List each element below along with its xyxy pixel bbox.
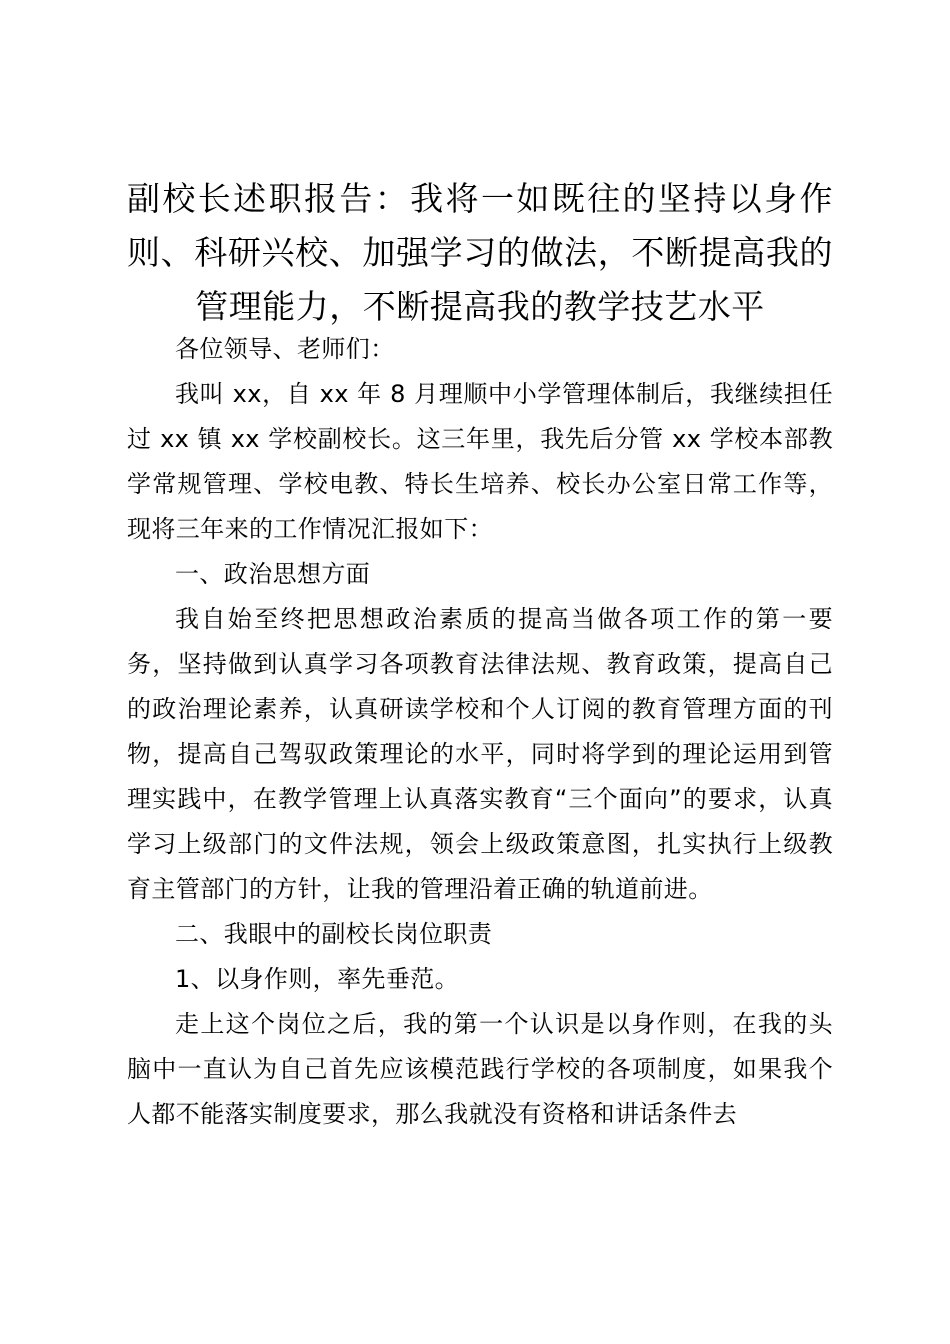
section-heading-political: 一、政治思想方面 [175, 560, 371, 588]
salutation: 各位领导、老师们： [175, 335, 395, 363]
intro-paragraph: 我叫 xx，自 xx 年 8 月理顺中小学管理体制后，我继续担任过 xx 镇 xx 学校副校长。这三年里，我先后分管 xx 学校本部教学常规管理、学校电教、特长生培养、校长办公室日常工作等，现将三年来的工作情况汇报如下： [127, 380, 833, 543]
document-body [127, 172, 833, 1137]
section-heading-duties: 二、我眼中的副校长岗位职责 [175, 920, 493, 948]
example-paragraph: 走上这个岗位之后，我的第一个认识是以身作则，在我的头脑中一直认为自己首先应该模范践行学校的各项制度，如果我个人都不能落实制度要求，那么我就没有资格和讲话条件去 [127, 1010, 833, 1128]
political-paragraph: 我自始至终把思想政治素质的提高当做各项工作的第一要务，坚持做到认真学习各项教育法律法规、教育政策，提高自己的政治理论素养，认真研读学校和个人订阅的教育管理方面的刊物，提高自己驾驭政策理论的水平，同时将学到的理论运用到管理实践中，在教学管理上认真落实教育“三个面向”的要求，认真学习上级部门的文件法规，领会上级政策意图，扎实执行上级教育主管部门的方针，让我的管理沿着正确的轨道前进。 [127, 605, 833, 903]
document-title: 副校长述职报告：我将一如既往的坚持以身作则、科研兴校、加强学习的做法，不断提高我的管理能力，不断提高我的教学技艺水平 [127, 179, 833, 326]
subsection-heading-example: 1、以身作则，率先垂范。 [175, 965, 460, 993]
